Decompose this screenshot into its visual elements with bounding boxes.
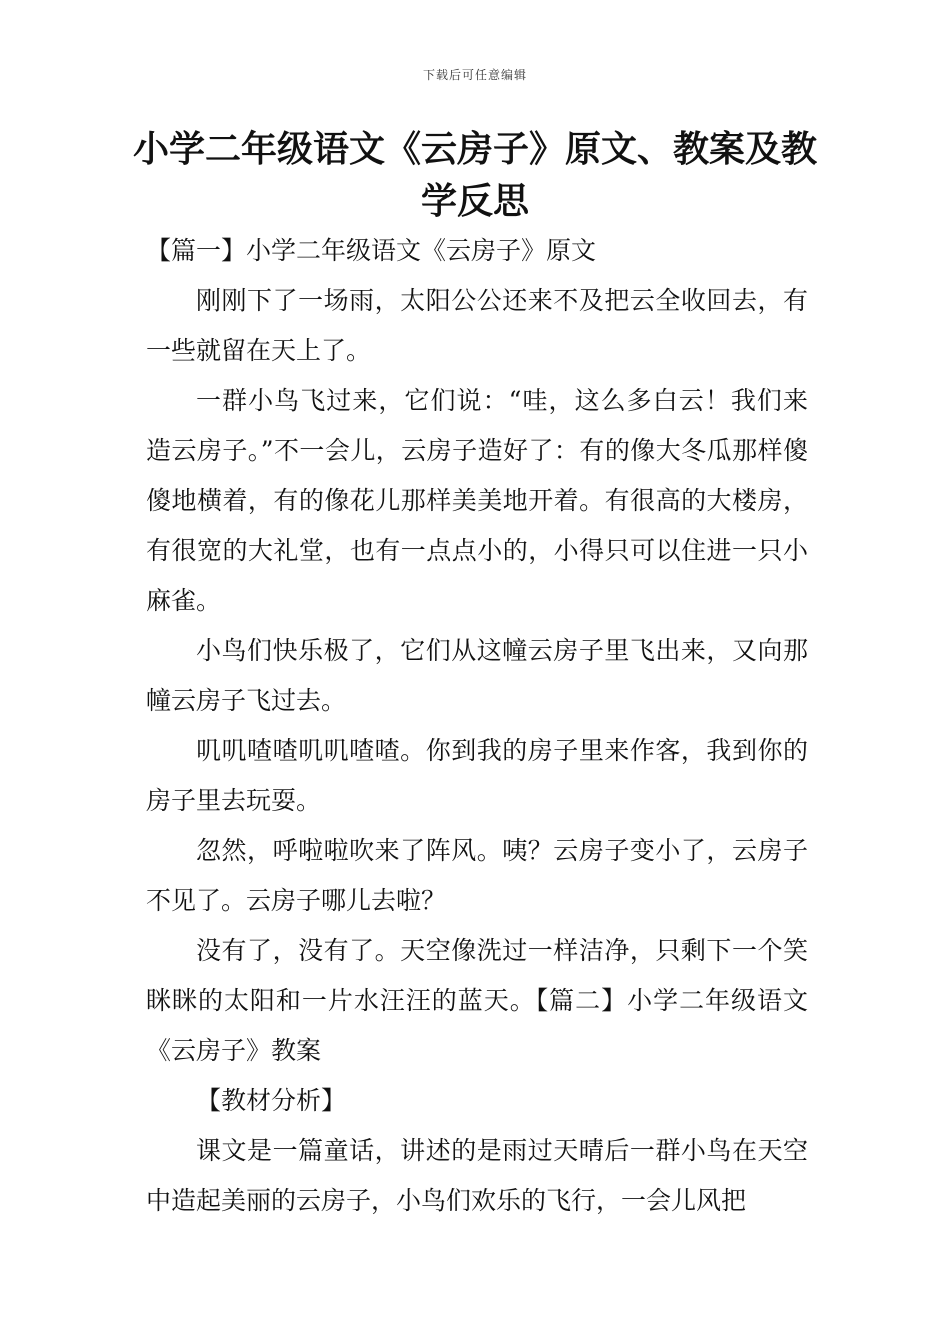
paragraph: 没有了，没有了。天空像洗过一样洁净，只剩下一个笑眯眯的太阳和一片水汪汪的蓝天。【篇二】小学二年级语文《云房子》教案 (146, 936, 808, 1065)
paragraph: 一群小鸟飞过来，它们说：“哇，这么多白云！我们来造云房子。”不一会儿，云房子造好了：有的像大冬瓜那样傻傻地横着，有的像花儿那样美美地开着。有很高的大楼房，有很宽的大礼堂，也有一点点小的，小得只可以住进一只小麻雀。 (146, 386, 808, 615)
subsection-heading: 【教材分析】 (196, 1086, 347, 1115)
paragraph: 忽然，呼啦啦吹来了阵风。咦？云房子变小了，云房子不见了。云房子哪儿去啦？ (146, 836, 808, 915)
paragraph: 叽叽喳喳叽叽喳喳。你到我的房子里来作客，我到你的房子里去玩耍。 (146, 736, 808, 815)
section-heading-1: 【篇一】小学二年级语文《云房子》原文 (146, 236, 597, 265)
paragraph: 小鸟们快乐极了，它们从这幢云房子里飞出来，又向那幢云房子飞过去。 (146, 636, 808, 715)
header-note: 下载后可任意编辑 (422, 68, 527, 82)
paragraph: 刚刚下了一场雨，太阳公公还来不及把云全收回去，有一些就留在天上了。 (146, 286, 808, 365)
paragraph: 课文是一篇童话，讲述的是雨过天晴后一群小鸟在天空中造起美丽的云房子，小鸟们欢乐的飞行，一会儿风把 (146, 1136, 808, 1215)
document-title: 小学二年级语文《云房子》原文、教案及教学反思 (132, 129, 817, 222)
document-body (146, 226, 808, 1226)
